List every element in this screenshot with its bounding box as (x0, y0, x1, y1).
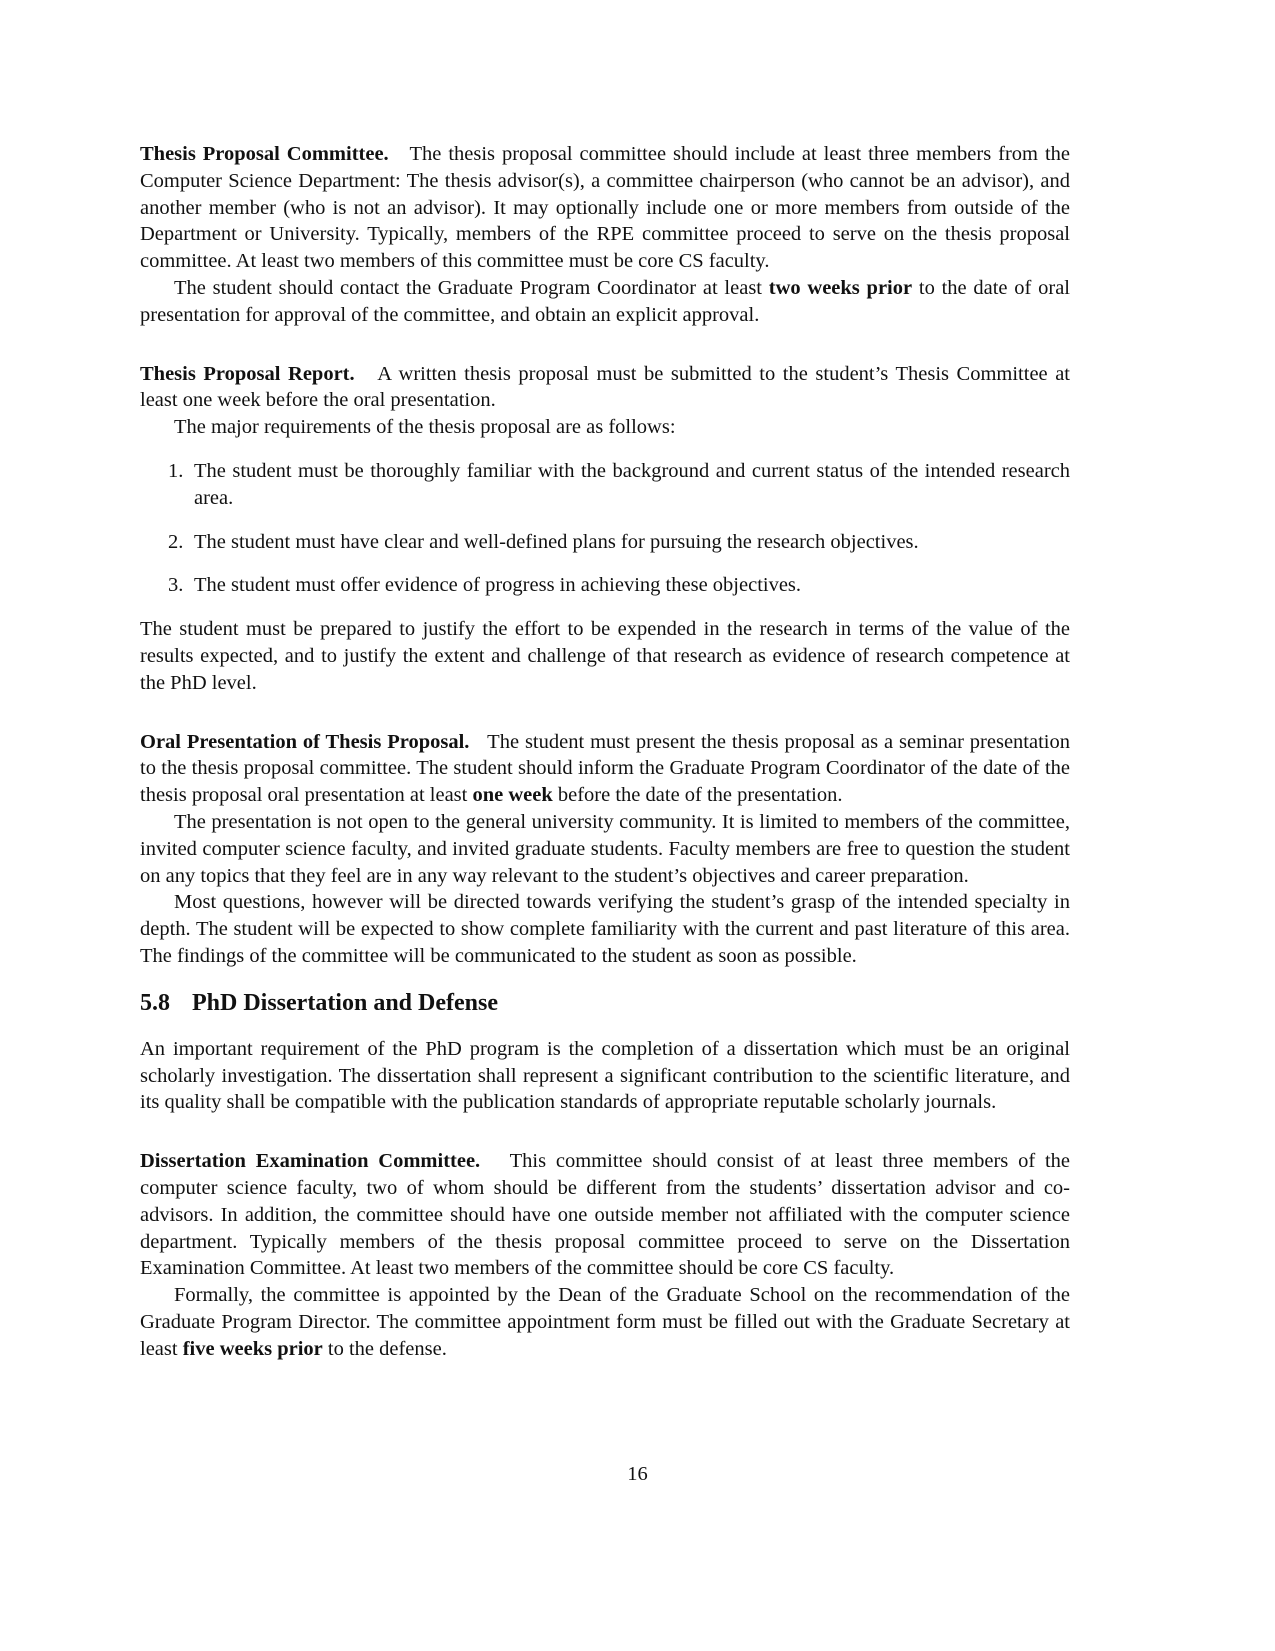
list-number: 2. (168, 530, 184, 553)
paragraph-text: Formally, the committee is appointed by the Dean of the Graduate School on the recommendation of the Graduate Program Director. The committee appointment form must be filled out with the Graduate Secretary at least (140, 1284, 1070, 1360)
paragraph-text: A written thesis proposal must be submitted to the student’s Thesis Committee at least one week before the oral presentation. (140, 362, 1070, 412)
list-number: 3. (168, 574, 184, 597)
list-item-text: The student must offer evidence of progress in achieving these objectives. (194, 574, 802, 597)
list-item (140, 458, 1070, 512)
list-item-text: The student must have clear and well-defined plans for pursuing the research objectives. (194, 530, 919, 553)
appointment-paragraph (140, 1282, 1070, 1362)
committee-approval-paragraph (140, 275, 1070, 329)
oral-presentation-paragraph (140, 729, 1070, 809)
presentation-access-paragraph: The presentation is not open to the general university community. It is limited to members of the committee, invited computer science faculty, and invited graduate students. Faculty members are free to question the student on any topics that they feel are in any way relevant to the student’s objectives and career preparation. (140, 810, 1070, 887)
page-number: 16 (627, 1463, 648, 1485)
section-heading (140, 988, 1070, 1018)
paragraph-heading: Dissertation Examination Committee. (140, 1150, 481, 1173)
paragraph-text: to the defense. (322, 1337, 447, 1360)
list-item (140, 529, 1070, 556)
justification-paragraph: The student must be prepared to justify the effort to be expended in the research in terms of the value of the results expected, and to justify the extent and challenge of that research as evidence of research competence at the PhD level. (140, 618, 1070, 694)
paragraph-text: The thesis proposal committee should include at least three members from the Computer Science Department: The thesis advisor(s), a committee chairperson (who cannot be an advisor), and another member (who is not an advisor). It may optionally include one or more members from outside of the Department or University. Typically, members of the RPE committee proceed to serve on the thesis proposal committee. At least two members of this committee must be core CS faculty. (140, 143, 1070, 273)
section-title: PhD Dissertation and Defense (192, 989, 498, 1016)
section-number: 5.8 (140, 989, 170, 1016)
list-item (140, 572, 1070, 599)
thesis-proposal-committee-paragraph (140, 141, 1070, 275)
questions-paragraph: Most questions, however will be directed towards verifying the student’s grasp of the intended specialty in depth. The student will be expected to show complete familiarity with the current and past literature of this area. The findings of the committee will be communicated to the student as soon as possible. (140, 891, 1070, 967)
emphasis-deadline: five weeks prior (182, 1337, 323, 1360)
paragraph-text: before the date of the presentation. (552, 784, 843, 807)
dissertation-committee-paragraph (140, 1148, 1070, 1282)
paragraph-text: This committee should consist of at least three members of the computer science faculty, two of whom should be different from the students’ dissertation advisor and co-advisors. In addition, the committee should have one outside member not affiliated with the computer science department. Typically members of the thesis proposal committee proceed to serve on the Dissertation Examination Committee. At least two members of the committee should be core CS faculty. (140, 1150, 1071, 1280)
paragraph-text: The student should contact the Graduate Program Coordinator at least (174, 276, 769, 299)
paragraph-heading: Oral Presentation of Thesis Proposal. (140, 730, 470, 753)
requirements-intro: The major requirements of the thesis proposal are as follows: (174, 416, 676, 439)
emphasis-deadline: two weeks prior (768, 276, 913, 299)
paragraph-text: to the date of oral presentation for approval of the committee, and obtain an explicit approval. (140, 276, 1070, 326)
list-number: 1. (168, 459, 184, 482)
section-intro-paragraph: An important requirement of the PhD program is the completion of a dissertation which must be an original scholarly investigation. The dissertation shall represent a significant contribution to the scientific literature, and its quality shall be compatible with the publication standards of appropriate reputable scholarly journals. (140, 1037, 1070, 1114)
thesis-proposal-report-paragraph (140, 361, 1070, 415)
paragraph-heading: Thesis Proposal Committee. (140, 143, 389, 165)
paragraph-heading: Thesis Proposal Report. (140, 362, 355, 385)
paragraph-text: The student must present the thesis proposal as a seminar presentation to the thesis proposal committee. The student should inform the Graduate Program Coordinator of the date of the thesis proposal oral presentation at least (140, 730, 1070, 807)
requirements-list (140, 458, 1070, 599)
emphasis-deadline: one week (472, 784, 553, 807)
document-page (140, 141, 1070, 1362)
list-item-text: The student must be thoroughly familiar with the background and current status of the intended research area. (194, 459, 1070, 509)
